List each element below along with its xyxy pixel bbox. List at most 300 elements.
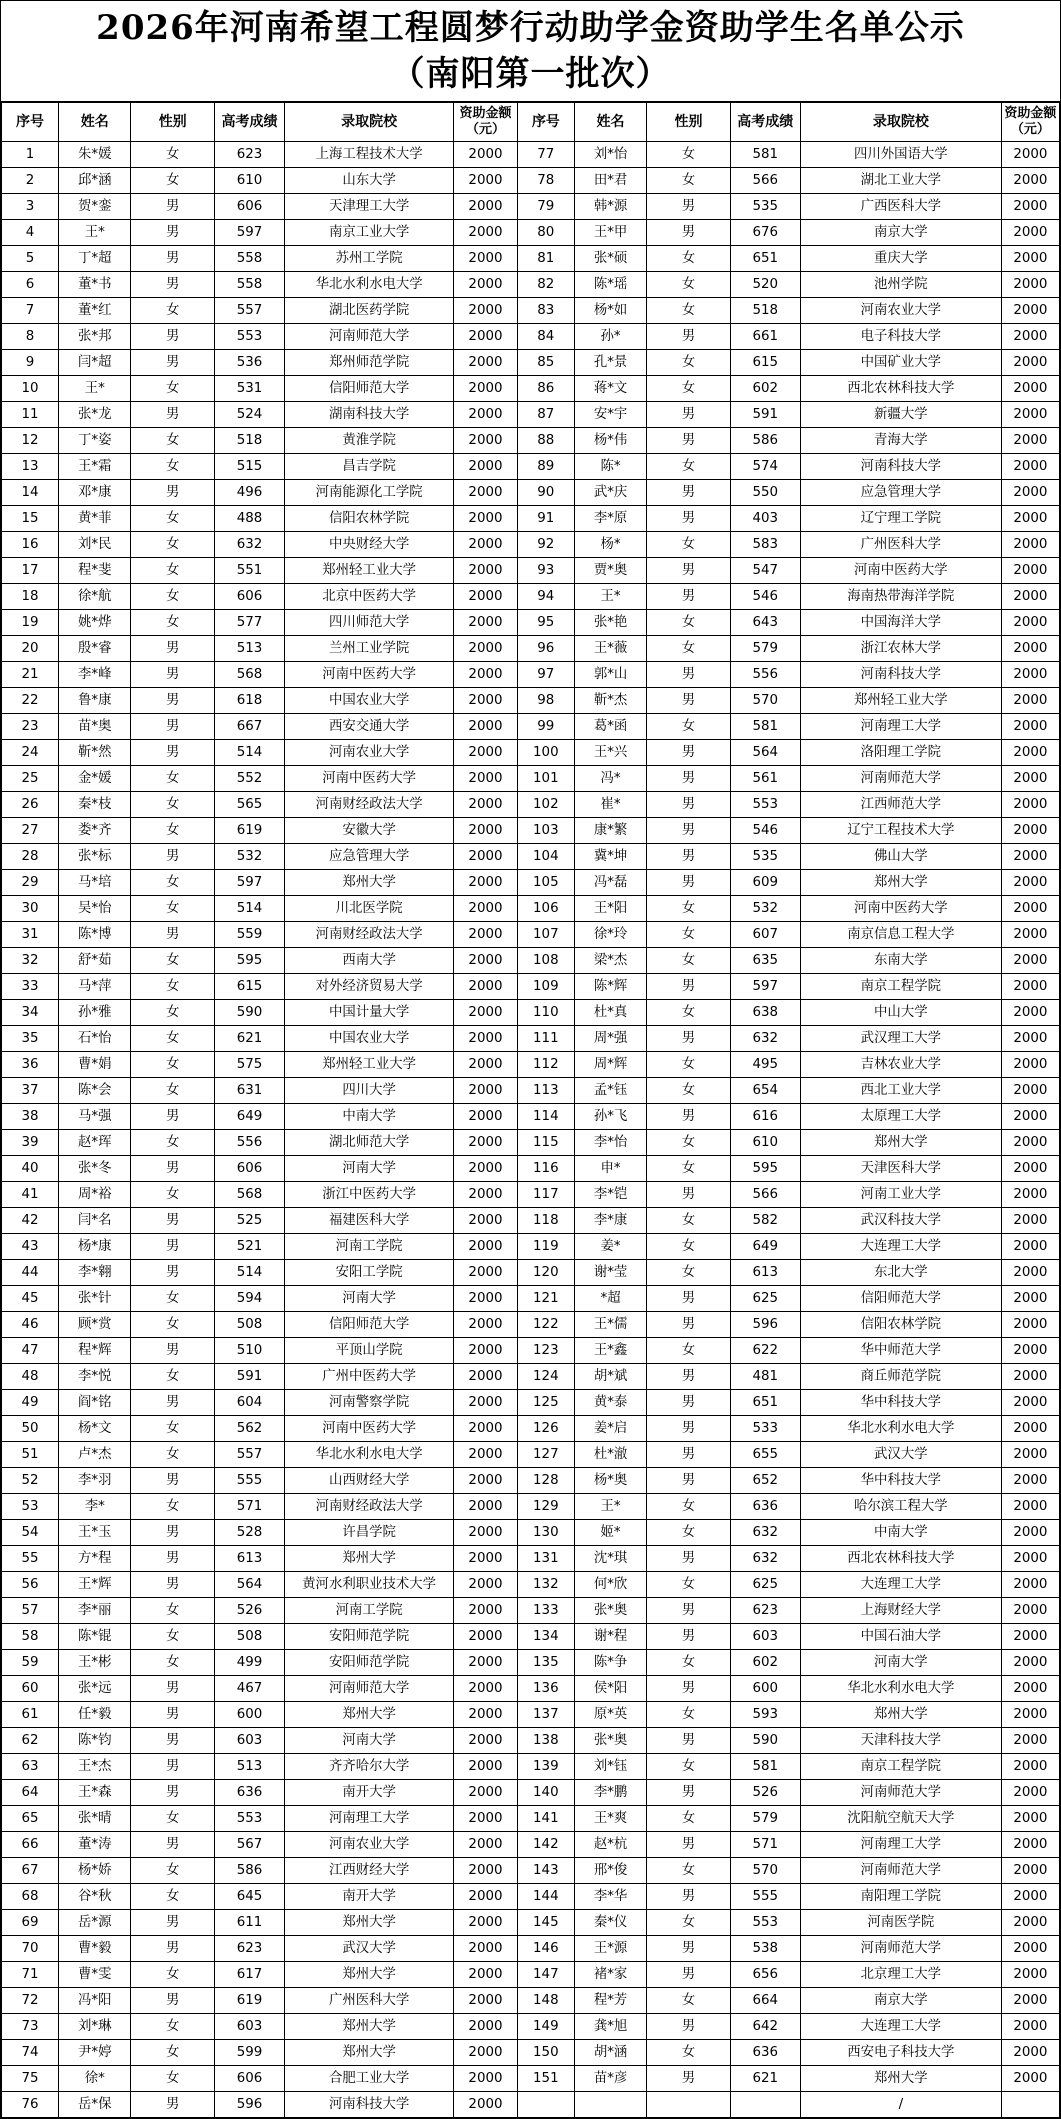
cell-name: 王*爽 <box>574 1806 646 1832</box>
cell-score: 667 <box>214 714 284 740</box>
cell-name: 何*欣 <box>574 1572 646 1598</box>
cell-name: 王* <box>59 376 131 402</box>
cell-gender: 男 <box>131 740 214 766</box>
cell-name: 王*彬 <box>59 1650 131 1676</box>
table-row <box>2 454 1060 480</box>
cell-name: 张*冬 <box>59 1156 131 1182</box>
cell-college: 东北大学 <box>800 1260 1001 1286</box>
cell-gender: 男 <box>647 1416 730 1442</box>
cell-amount: 2000 <box>454 1260 518 1286</box>
cell-amount: 2000 <box>454 376 518 402</box>
cell-name: 徐*航 <box>59 584 131 610</box>
cell-index: 32 <box>2 948 59 974</box>
cell-index: 52 <box>2 1468 59 1494</box>
cell-score: 514 <box>214 740 284 766</box>
cell-college: 郑州大学 <box>285 1910 454 1936</box>
cell-college: 郑州大学 <box>285 2014 454 2040</box>
cell-amount: 2000 <box>454 1156 518 1182</box>
cell-score: 661 <box>730 324 800 350</box>
cell-amount: 2000 <box>454 324 518 350</box>
cell-score: 520 <box>730 272 800 298</box>
cell-college: 信阳师范大学 <box>800 1286 1001 1312</box>
cell-index: 131 <box>517 1546 574 1572</box>
cell-gender: 女 <box>131 142 214 168</box>
cell-college: 中南大学 <box>800 1520 1001 1546</box>
cell-amount: 2000 <box>1001 168 1059 194</box>
cell-name: 姚*烨 <box>59 610 131 636</box>
cell-score: 645 <box>214 1884 284 1910</box>
cell-gender: 男 <box>131 1780 214 1806</box>
cell-amount: 2000 <box>1001 324 1059 350</box>
cell-index: 15 <box>2 506 59 532</box>
cell-college: 信阳师范大学 <box>285 1312 454 1338</box>
cell-college: 天津科技大学 <box>800 1728 1001 1754</box>
cell-gender: 男 <box>647 1286 730 1312</box>
cell-college: 东南大学 <box>800 948 1001 974</box>
cell-index: 135 <box>517 1650 574 1676</box>
table-row <box>2 922 1060 948</box>
cell-gender: 男 <box>647 792 730 818</box>
cell-college: 郑州大学 <box>800 870 1001 896</box>
cell-college: 河南中医药大学 <box>285 766 454 792</box>
cell-score: 579 <box>730 1806 800 1832</box>
cell-amount: 2000 <box>454 1052 518 1078</box>
cell-college: 信阳师范大学 <box>285 376 454 402</box>
cell-amount: 2000 <box>1001 1078 1059 1104</box>
cell-index: 44 <box>2 1260 59 1286</box>
cell-name: 曹*雯 <box>59 1962 131 1988</box>
cell-name: *超 <box>574 1286 646 1312</box>
cell-amount: 2000 <box>454 974 518 1000</box>
table-row <box>2 688 1060 714</box>
cell-amount: 2000 <box>1001 584 1059 610</box>
table-row <box>2 1728 1060 1754</box>
cell-college: 北京中医药大学 <box>285 584 454 610</box>
cell-amount: 2000 <box>1001 1728 1059 1754</box>
student-table <box>1 102 1060 2118</box>
cell-name: 陈*钧 <box>59 1728 131 1754</box>
cell-amount: 2000 <box>454 610 518 636</box>
cell-gender: 男 <box>647 480 730 506</box>
cell-name: 任*毅 <box>59 1702 131 1728</box>
cell-gender: 男 <box>647 1546 730 1572</box>
cell-index: 109 <box>517 974 574 1000</box>
cell-name: 冯*磊 <box>574 870 646 896</box>
cell-name: 张*龙 <box>59 402 131 428</box>
cell-index: 84 <box>517 324 574 350</box>
cell-score: 651 <box>730 246 800 272</box>
cell-name: 娄*齐 <box>59 818 131 844</box>
cell-amount: 2000 <box>454 402 518 428</box>
cell-index: 146 <box>517 1936 574 1962</box>
cell-score: 602 <box>730 376 800 402</box>
cell-college: 郑州大学 <box>285 1546 454 1572</box>
cell-amount: 2000 <box>454 1520 518 1546</box>
cell-score: 651 <box>730 1390 800 1416</box>
cell-amount: 2000 <box>454 1650 518 1676</box>
cell-college: 武汉科技大学 <box>800 1208 1001 1234</box>
cell-name: 冀*坤 <box>574 844 646 870</box>
cell-name: 曹*毅 <box>59 1936 131 1962</box>
cell-amount: 2000 <box>454 1780 518 1806</box>
cell-score: 623 <box>730 1598 800 1624</box>
cell-score: 581 <box>730 142 800 168</box>
cell-college: 洛阳理工学院 <box>800 740 1001 766</box>
cell-score: 533 <box>730 1416 800 1442</box>
cell-name: 石*怡 <box>59 1026 131 1052</box>
table-row <box>2 1702 1060 1728</box>
cell-name: 徐*玲 <box>574 922 646 948</box>
cell-score: 557 <box>214 298 284 324</box>
cell-index: 55 <box>2 1546 59 1572</box>
cell-amount: 2000 <box>1001 1780 1059 1806</box>
header-row <box>2 103 1060 142</box>
cell-index: 89 <box>517 454 574 480</box>
table-row <box>2 1286 1060 1312</box>
cell-name: 王*阳 <box>574 896 646 922</box>
cell-score: 508 <box>214 1624 284 1650</box>
cell-gender: 女 <box>131 1962 214 1988</box>
cell-college: 河南理工大学 <box>800 714 1001 740</box>
cell-gender: 女 <box>131 1182 214 1208</box>
cell-college: 河南工学院 <box>285 1234 454 1260</box>
cell-college: 南京工程学院 <box>800 1754 1001 1780</box>
table-row <box>2 246 1060 272</box>
cell-college: 沈阳航空航天大学 <box>800 1806 1001 1832</box>
cell-amount: 2000 <box>454 740 518 766</box>
cell-score: 496 <box>214 480 284 506</box>
cell-name: 崔* <box>574 792 646 818</box>
cell-amount: 2000 <box>454 688 518 714</box>
cell-score: 551 <box>214 558 284 584</box>
cell-amount: 2000 <box>1001 662 1059 688</box>
cell-score: 531 <box>214 376 284 402</box>
cell-score: 559 <box>214 922 284 948</box>
cell-college: 北京理工大学 <box>800 1962 1001 1988</box>
cell-index: 87 <box>517 402 574 428</box>
cell-college: 广州医科大学 <box>800 532 1001 558</box>
cell-score: 596 <box>730 1312 800 1338</box>
cell-gender: 女 <box>647 1806 730 1832</box>
cell-name: 田*君 <box>574 168 646 194</box>
cell-name: 岳*源 <box>59 1910 131 1936</box>
cell-index: 85 <box>517 350 574 376</box>
cell-college: 商丘师范学院 <box>800 1364 1001 1390</box>
cell-gender: 男 <box>131 1572 214 1598</box>
cell-gender: 女 <box>131 610 214 636</box>
cell-index: 95 <box>517 610 574 636</box>
col-header-gender: 性别 <box>647 103 730 142</box>
cell-gender: 男 <box>647 1728 730 1754</box>
cell-gender: 女 <box>647 1156 730 1182</box>
cell-name: 王* <box>574 1494 646 1520</box>
cell-name: 武*庆 <box>574 480 646 506</box>
cell-score: 550 <box>730 480 800 506</box>
cell-amount: 2000 <box>1001 1416 1059 1442</box>
cell-amount: 2000 <box>1001 948 1059 974</box>
cell-amount: 2000 <box>454 1208 518 1234</box>
cell-score: 636 <box>730 2040 800 2066</box>
table-row <box>2 1832 1060 1858</box>
cell-amount: 2000 <box>454 766 518 792</box>
cell-college: 河南大学 <box>285 1728 454 1754</box>
cell-name: 杜*澈 <box>574 1442 646 1468</box>
cell-amount: 2000 <box>1001 2014 1059 2040</box>
cell-score: 570 <box>730 1858 800 1884</box>
table-row <box>2 974 1060 1000</box>
cell-amount: 2000 <box>454 1078 518 1104</box>
cell-gender: 女 <box>647 1910 730 1936</box>
cell-college: 安徽大学 <box>285 818 454 844</box>
cell-name: 董*红 <box>59 298 131 324</box>
cell-name: 杨* <box>574 532 646 558</box>
cell-gender: 男 <box>131 1390 214 1416</box>
cell-amount: 2000 <box>454 194 518 220</box>
cell-amount: 2000 <box>454 1858 518 1884</box>
cell-score: 590 <box>214 1000 284 1026</box>
cell-name: 刘*钰 <box>574 1754 646 1780</box>
cell-college: 太原理工大学 <box>800 1104 1001 1130</box>
cell-gender: 男 <box>647 558 730 584</box>
cell-name: 杨*伟 <box>574 428 646 454</box>
table-row <box>2 2092 1060 2118</box>
cell-college: 河南师范大学 <box>800 1936 1001 1962</box>
cell-index: 113 <box>517 1078 574 1104</box>
cell-name: 王*兴 <box>574 740 646 766</box>
cell-amount: 2000 <box>1001 1520 1059 1546</box>
cell-gender: 男 <box>647 220 730 246</box>
cell-college: 河南农业大学 <box>285 1832 454 1858</box>
cell-index: 79 <box>517 194 574 220</box>
cell-score: 521 <box>214 1234 284 1260</box>
cell-college: 中国矿业大学 <box>800 350 1001 376</box>
cell-name: 张*针 <box>59 1286 131 1312</box>
cell-score: 568 <box>214 1182 284 1208</box>
cell-index: 34 <box>2 1000 59 1026</box>
table-row <box>2 1416 1060 1442</box>
cell-amount: 2000 <box>454 870 518 896</box>
cell-gender: 女 <box>647 1078 730 1104</box>
cell-index: 17 <box>2 558 59 584</box>
table-row <box>2 350 1060 376</box>
cell-amount: 2000 <box>1001 428 1059 454</box>
cell-name: 舒*茹 <box>59 948 131 974</box>
cell-amount: 2000 <box>1001 1494 1059 1520</box>
cell-college: 兰州工业学院 <box>285 636 454 662</box>
cell-college: 南京信息工程大学 <box>800 922 1001 948</box>
cell-score: 532 <box>214 844 284 870</box>
cell-amount: 2000 <box>454 1598 518 1624</box>
table-row <box>2 480 1060 506</box>
table-row <box>2 1858 1060 1884</box>
cell-score: 556 <box>214 1130 284 1156</box>
cell-gender: 女 <box>647 376 730 402</box>
cell-name: 金*媛 <box>59 766 131 792</box>
cell-amount: 2000 <box>1001 1208 1059 1234</box>
cell-score: 607 <box>730 922 800 948</box>
cell-college: 郑州大学 <box>285 2040 454 2066</box>
cell-gender: 男 <box>131 922 214 948</box>
cell-name: 卢*杰 <box>59 1442 131 1468</box>
cell-gender: 女 <box>131 974 214 1000</box>
cell-name: 程*斐 <box>59 558 131 584</box>
col-header-amount: 资助金额（元） <box>454 103 518 142</box>
cell-score: 575 <box>214 1052 284 1078</box>
cell-score: 604 <box>214 1390 284 1416</box>
cell-index: 151 <box>517 2066 574 2092</box>
cell-score: 546 <box>730 584 800 610</box>
cell-name: 张*标 <box>59 844 131 870</box>
cell-index: 128 <box>517 1468 574 1494</box>
cell-name: 孙* <box>574 324 646 350</box>
table-row <box>2 298 1060 324</box>
cell-college: 河南科技大学 <box>800 454 1001 480</box>
cell-college: 河南农业大学 <box>285 740 454 766</box>
cell-index: 132 <box>517 1572 574 1598</box>
cell-name: 张*奥 <box>574 1728 646 1754</box>
cell-index: 125 <box>517 1390 574 1416</box>
cell-gender: 女 <box>131 298 214 324</box>
cell-score: 649 <box>214 1104 284 1130</box>
cell-amount: 2000 <box>1001 1312 1059 1338</box>
cell-college: 河南中医药大学 <box>800 896 1001 922</box>
cell-score: 514 <box>214 896 284 922</box>
cell-score: 635 <box>730 948 800 974</box>
cell-name: 黄*菲 <box>59 506 131 532</box>
cell-score: 606 <box>214 584 284 610</box>
cell-index: 118 <box>517 1208 574 1234</box>
cell-gender <box>647 2092 730 2118</box>
table-row <box>2 1390 1060 1416</box>
cell-gender: 女 <box>647 532 730 558</box>
cell-index: 69 <box>2 1910 59 1936</box>
cell-college: 南京大学 <box>800 220 1001 246</box>
cell-college: 安阳工学院 <box>285 1260 454 1286</box>
cell-amount: 2000 <box>454 662 518 688</box>
cell-score: 562 <box>214 1416 284 1442</box>
cell-name: 马*萍 <box>59 974 131 1000</box>
cell-name: 陈*瑶 <box>574 272 646 298</box>
table-row <box>2 1234 1060 1260</box>
cell-name: 梁*杰 <box>574 948 646 974</box>
cell-amount: 2000 <box>1001 1806 1059 1832</box>
cell-amount: 2000 <box>1001 818 1059 844</box>
cell-gender: 男 <box>647 506 730 532</box>
cell-name: 李*康 <box>574 1208 646 1234</box>
cell-gender: 女 <box>131 1598 214 1624</box>
cell-amount: 2000 <box>1001 740 1059 766</box>
cell-gender: 男 <box>131 1468 214 1494</box>
cell-gender: 男 <box>131 402 214 428</box>
cell-index: 123 <box>517 1338 574 1364</box>
cell-gender: 男 <box>647 584 730 610</box>
cell-name: 葛*函 <box>574 714 646 740</box>
cell-name: 王*儒 <box>574 1312 646 1338</box>
cell-amount: 2000 <box>454 220 518 246</box>
cell-score: 619 <box>214 1988 284 2014</box>
table-row <box>2 792 1060 818</box>
table-row <box>2 1156 1060 1182</box>
cell-gender: 男 <box>131 1520 214 1546</box>
cell-index: 111 <box>517 1026 574 1052</box>
cell-score: 515 <box>214 454 284 480</box>
cell-score: 528 <box>214 1520 284 1546</box>
cell-index: 80 <box>517 220 574 246</box>
cell-index: 147 <box>517 1962 574 1988</box>
cell-college: 信阳农林学院 <box>285 506 454 532</box>
page-title: 2026年河南希望工程圆梦行动助学金资助学生名单公示 <box>96 8 965 48</box>
cell-college: 佛山大学 <box>800 844 1001 870</box>
cell-college: 武汉理工大学 <box>800 1026 1001 1052</box>
cell-index: 90 <box>517 480 574 506</box>
cell-name: 靳*然 <box>59 740 131 766</box>
cell-index: 56 <box>2 1572 59 1598</box>
cell-college: 南京工业大学 <box>285 220 454 246</box>
table-row <box>2 376 1060 402</box>
cell-name: 冯* <box>574 766 646 792</box>
cell-gender: 男 <box>647 402 730 428</box>
cell-name: 张*晴 <box>59 1806 131 1832</box>
cell-index: 105 <box>517 870 574 896</box>
cell-amount: 2000 <box>454 1104 518 1130</box>
cell-gender: 女 <box>131 1364 214 1390</box>
cell-amount: 2000 <box>1001 532 1059 558</box>
cell-score: 625 <box>730 1572 800 1598</box>
cell-amount: 2000 <box>454 1806 518 1832</box>
cell-college: 郑州大学 <box>800 1130 1001 1156</box>
cell-amount: 2000 <box>454 1754 518 1780</box>
cell-index: 148 <box>517 1988 574 2014</box>
table-row <box>2 1520 1060 1546</box>
table-row <box>2 1208 1060 1234</box>
cell-index: 3 <box>2 194 59 220</box>
cell-name: 张*艳 <box>574 610 646 636</box>
cell-score: 552 <box>214 766 284 792</box>
cell-gender: 男 <box>647 428 730 454</box>
cell-amount: 2000 <box>1001 220 1059 246</box>
cell-amount: 2000 <box>454 428 518 454</box>
cell-amount: 2000 <box>454 1416 518 1442</box>
table-row <box>2 1988 1060 2014</box>
cell-score: 649 <box>730 1234 800 1260</box>
cell-name: 李*悦 <box>59 1364 131 1390</box>
cell-name: 吴*怡 <box>59 896 131 922</box>
cell-score: 558 <box>214 246 284 272</box>
cell-score: 579 <box>730 636 800 662</box>
cell-name: 张*远 <box>59 1676 131 1702</box>
cell-index: 106 <box>517 896 574 922</box>
cell-college: 河南理工大学 <box>800 1832 1001 1858</box>
cell-name: 孟*钰 <box>574 1078 646 1104</box>
cell-name: 张*邦 <box>59 324 131 350</box>
table-row <box>2 1260 1060 1286</box>
cell-index: 99 <box>517 714 574 740</box>
table-row <box>2 610 1060 636</box>
cell-gender: 女 <box>131 2040 214 2066</box>
cell-college: 辽宁工程技术大学 <box>800 818 1001 844</box>
cell-score: 625 <box>730 1286 800 1312</box>
cell-college: 华北水利水电大学 <box>285 272 454 298</box>
cell-name: 程*辉 <box>59 1338 131 1364</box>
cell-score: 524 <box>214 402 284 428</box>
cell-college: 西北工业大学 <box>800 1078 1001 1104</box>
cell-gender: 女 <box>131 2014 214 2040</box>
cell-college: 郑州大学 <box>285 1962 454 1988</box>
cell-amount: 2000 <box>1001 870 1059 896</box>
cell-gender: 男 <box>647 870 730 896</box>
cell-amount: 2000 <box>1001 766 1059 792</box>
col-header-name: 姓名 <box>59 103 131 142</box>
